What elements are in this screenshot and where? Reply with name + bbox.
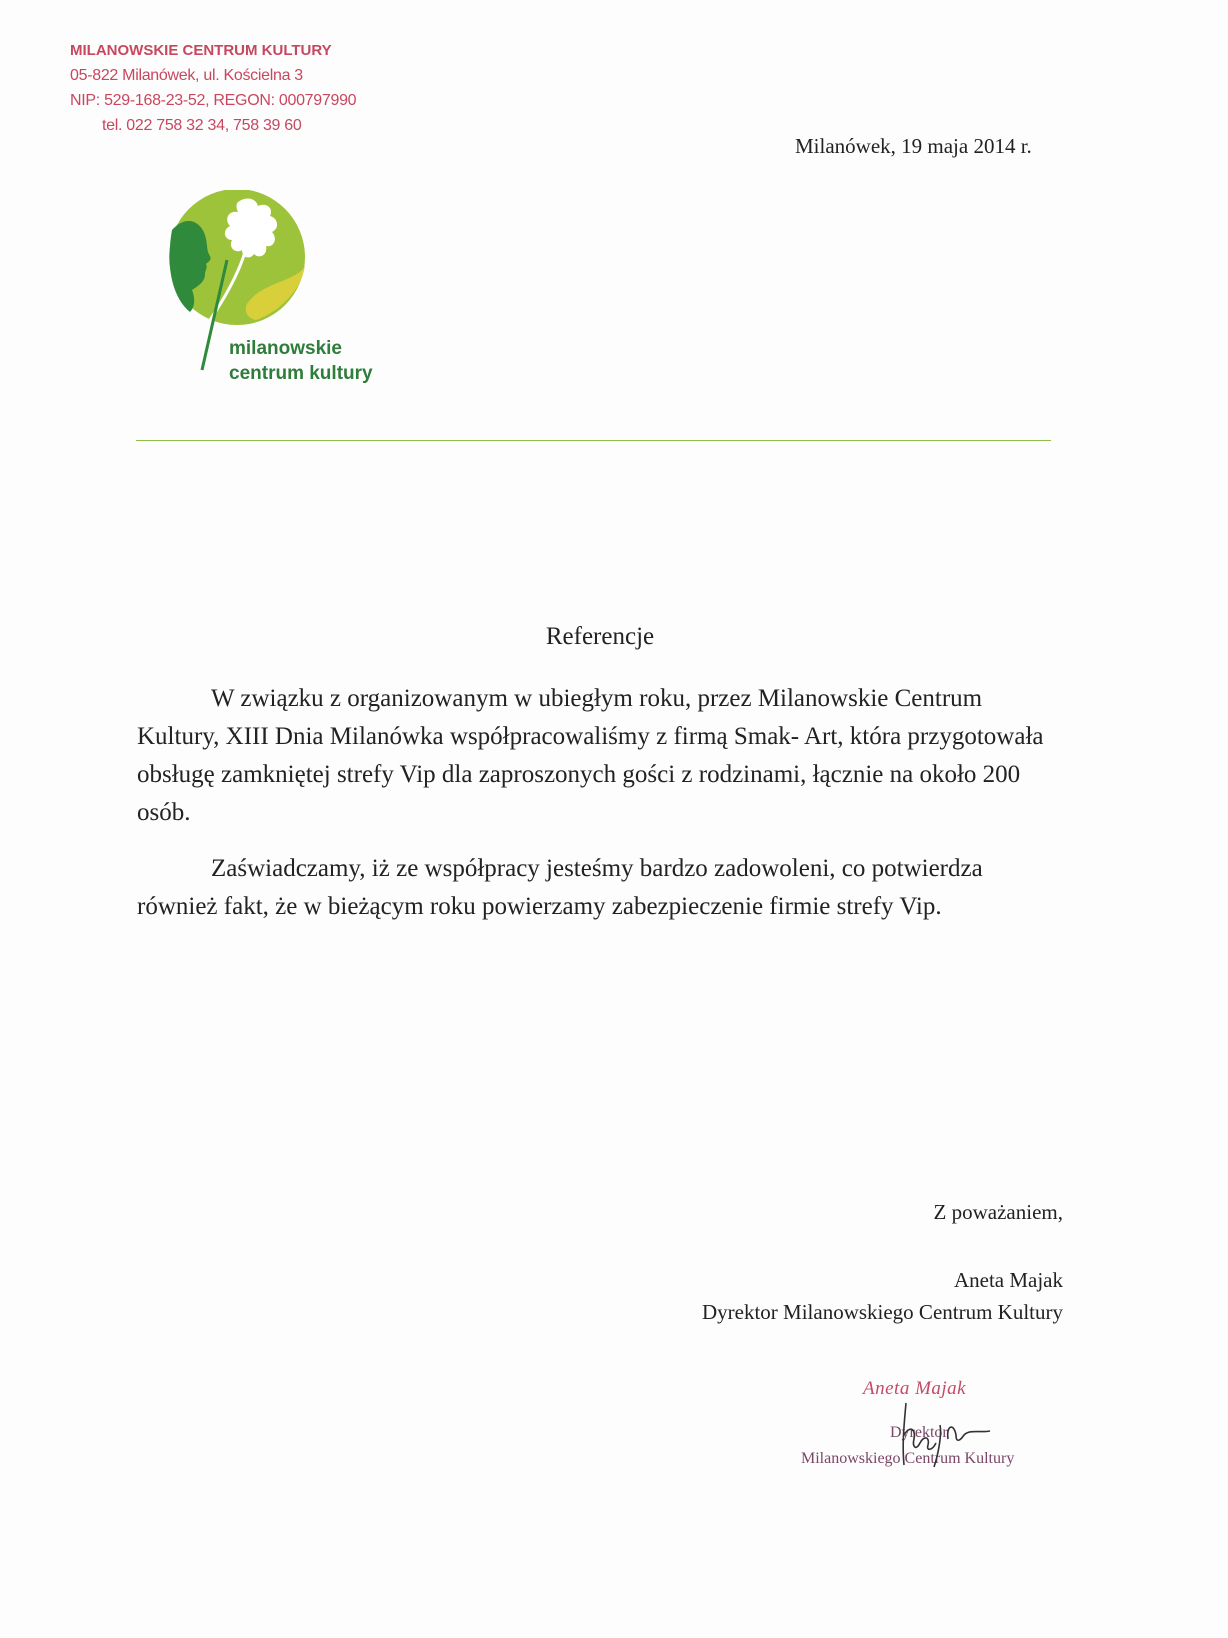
stamp-phone: tel. 022 758 32 34, 758 39 60 — [102, 117, 302, 134]
header-divider — [136, 440, 1051, 441]
logo-text — [229, 336, 373, 386]
signer-block — [702, 1264, 1063, 1328]
letter-date: Milanówek, 19 maja 2014 r. — [795, 134, 1032, 158]
signer-title: Dyrektor Milanowskiego Centrum Kultury — [701, 1300, 1063, 1324]
logo-text-line2: centrum kultury — [229, 363, 373, 384]
closing-salutation: Z poważaniem, — [933, 1200, 1063, 1224]
handwritten-signature-icon — [890, 1395, 1030, 1485]
signer-name: Aneta Majak — [953, 1268, 1063, 1292]
stamp-address: 05-822 Milanówek, ul. Kościelna 3 — [70, 67, 303, 84]
letter-title: Referencje — [545, 623, 655, 650]
letter-body — [137, 680, 1057, 944]
signature-stamp-name: Aneta Majak — [863, 1378, 967, 1399]
logo-text-line1: milanowskie — [229, 338, 342, 359]
stamp-org-name: MILANOWSKIE CENTRUM KULTURY — [70, 42, 332, 59]
paragraph-2: Zaświadczamy, iż ze współpracy jesteśmy bardzo zadowoleni, co potwierdza również fakt, że w bieżącym roku powierzamy zabezpieczenie firmie strefy Vip. — [137, 855, 983, 920]
paragraph-1: W związku z organizowanym w ubiegłym roku, przez Milanowskie Centrum Kultury, XIII Dnia Milanówka współpracowaliśmy z firmą Smak- Art, która przygotowała obsługę zamkniętej strefy Vip dla zaproszonych gości z rodzinami, łącznie na około 200 osób. — [137, 685, 1044, 826]
header-stamp — [70, 38, 356, 138]
signature-stamp-role: Dyrektor — [890, 1424, 948, 1441]
stamp-ids: NIP: 529-168-23-52, REGON: 000797990 — [70, 92, 357, 109]
signature-stamp-org: Milanowskiego Centrum Kultury — [801, 1450, 1015, 1467]
